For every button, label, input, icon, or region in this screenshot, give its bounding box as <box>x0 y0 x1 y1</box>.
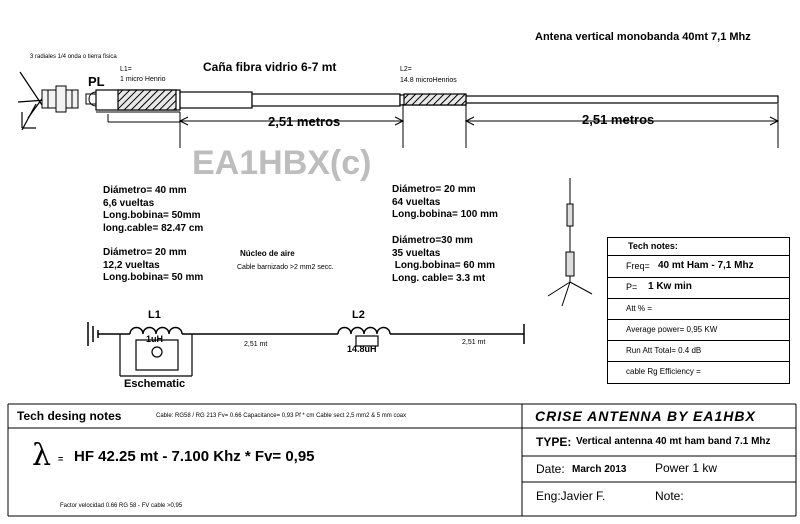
p-value: 1 Kw min <box>648 281 692 292</box>
l1-label: L1= <box>120 66 132 73</box>
run-att-row <box>608 340 789 362</box>
engineer: Eng:Javier F. <box>536 489 606 503</box>
note-label: Note: <box>655 489 684 503</box>
diagram-title: Antena vertical monobanda 40mt 7,1 Mhz <box>535 31 751 43</box>
vertical-antenna-sketch <box>548 178 592 306</box>
schematic-len2: 2,51 mt <box>462 339 486 346</box>
l1-value: 1 micro Henrio <box>120 76 166 83</box>
spec-line: 64 vueltas <box>392 196 441 208</box>
coil-l2 <box>404 94 466 105</box>
l2-value: 14.8 microHenrios <box>400 77 457 84</box>
type-label: TYPE: <box>536 435 572 449</box>
spec-line: Diámetro=30 mm <box>392 235 473 246</box>
lambda-equals: = <box>58 454 64 464</box>
radials-label: 3 radiales 1/4 onda o tierra fisica <box>30 54 117 60</box>
watermark: EA1HBX(c) <box>192 144 372 182</box>
schematic-caption: Eschematic <box>124 378 186 390</box>
schematic-l1-value: 1uH <box>146 334 164 344</box>
l2-specs-top <box>392 184 498 222</box>
l2-label: L2= <box>400 66 412 73</box>
date-label: Date: <box>536 462 565 476</box>
run-att: Run Att Total= 0.4 dB <box>626 346 702 355</box>
spec-line: Long.bobina= 60 mm <box>392 260 496 271</box>
cable-eff: cable Rg Efficiency = <box>626 367 701 376</box>
cana-label: Caña fibra vidrio 6-7 mt <box>203 60 337 74</box>
freq-label: Freq= <box>626 261 650 271</box>
att-row <box>608 298 789 320</box>
freq-value: 40 mt Ham - 7,1 Mhz <box>658 260 754 271</box>
spec-line: 6,6 vueltas <box>103 197 155 209</box>
pl-connector <box>42 86 78 112</box>
spec-line: 12,2 vueltas <box>103 259 160 271</box>
avg-power: Average power= 0,95 KW <box>626 325 718 334</box>
power-row <box>608 277 789 299</box>
lambda-symbol: λ <box>32 438 52 473</box>
coil-l1 <box>118 90 176 110</box>
l1-specs-bottom <box>103 247 203 285</box>
att-label: Att % = <box>626 304 653 313</box>
design-notes-title: Tech desing notes <box>17 409 122 423</box>
avg-power-row <box>608 319 789 341</box>
cable-note: Cable barnizado >2 mm2 secc. <box>237 264 334 271</box>
tech-notes-box <box>607 237 790 384</box>
spec-line: Long.bobina= 50 mm <box>103 272 204 283</box>
tech-notes-title: Tech notes: <box>628 241 678 251</box>
spec-line: Long.bobina= 100 mm <box>392 209 498 220</box>
factor-note: Factor velocidad 0.66 RG 58 - FV cable >0,95 <box>60 503 183 509</box>
spec-line: Diámetro= 20 mm <box>103 247 187 258</box>
p-label: P= <box>626 282 638 292</box>
schematic-l1-label: L1 <box>148 309 161 321</box>
spec-line: 35 vueltas <box>392 247 441 259</box>
lambda-formula: HF 42.25 mt - 7.100 Khz * Fv= 0,95 <box>74 448 315 465</box>
brand-title: CRISE ANTENNA BY EA1HBX <box>535 408 756 424</box>
spec-line: Long. cable= 3.3 mt <box>392 272 486 284</box>
power-note: Power 1 kw <box>655 461 718 475</box>
cable-info: Cable: RG58 / RG 213 Fv= 0.66 Capacitance= 0,93 Pf * cm Cable sect 2,5 mm2 & 5 mm coax <box>156 413 407 419</box>
spec-line: Long.bobina= 50mm <box>103 210 201 221</box>
dimension-right: 2,51 metros <box>582 112 655 127</box>
date-value: March 2013 <box>572 464 627 475</box>
spec-line: Diámetro= 20 mm <box>392 184 476 195</box>
freq-row <box>608 255 789 278</box>
schematic-l2-label: L2 <box>352 309 365 321</box>
pl-label: PL <box>88 74 105 89</box>
nucleo-label: Núcleo de aire <box>240 249 295 258</box>
l2-specs-bottom <box>392 235 495 285</box>
type-value: Vertical antenna 40 mt ham band 7.1 Mhz <box>576 436 771 447</box>
schematic-len1: 2,51 mt <box>244 341 268 348</box>
l1-specs-top <box>103 185 203 235</box>
spec-line: Diámetro= 40 mm <box>103 185 187 196</box>
dimension-left: 2,51 metros <box>268 114 341 129</box>
cable-eff-row <box>608 361 789 383</box>
spec-line: long.cable= 82.47 cm <box>103 222 204 234</box>
schematic-l2-value: 14.8uH <box>347 344 377 354</box>
